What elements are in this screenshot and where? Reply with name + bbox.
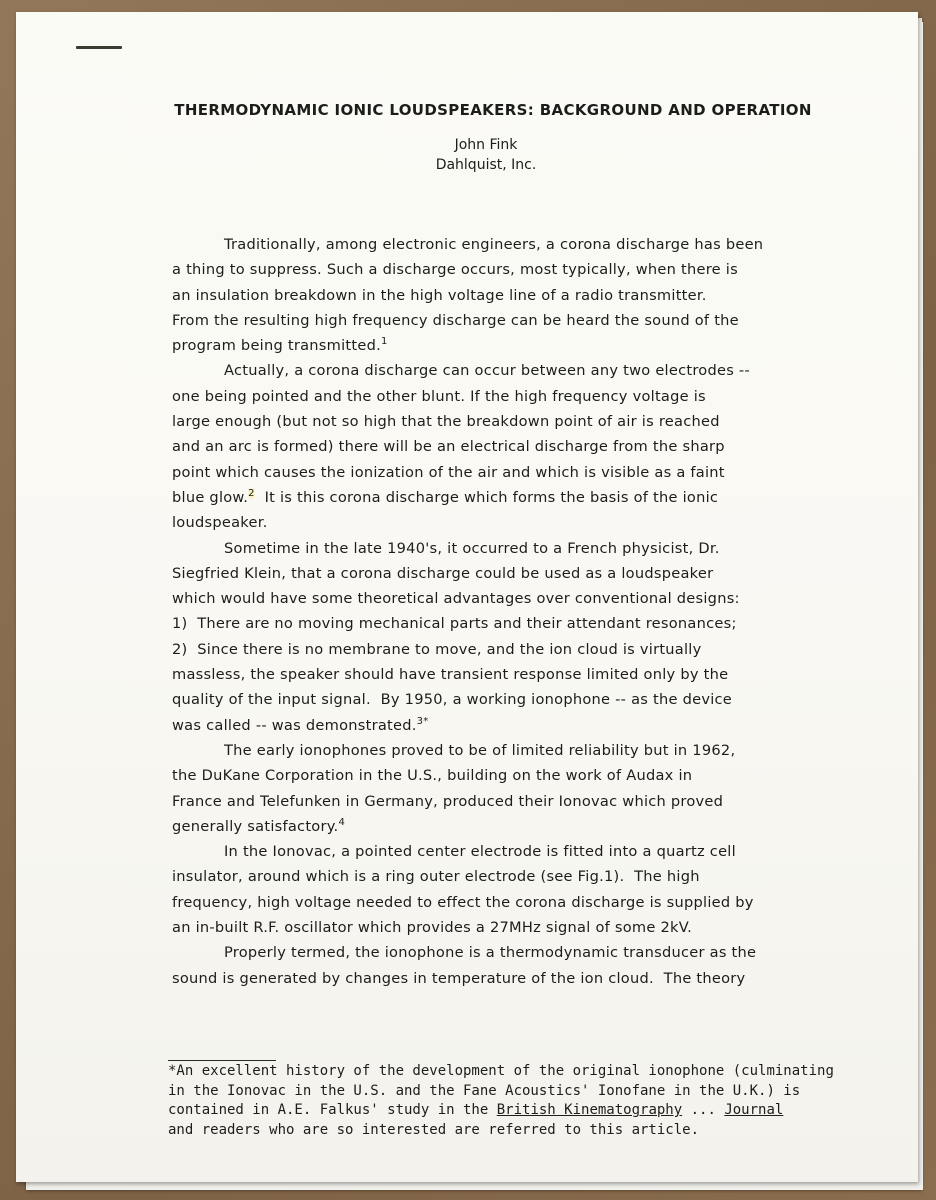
body-line: an insulation breakdown in the high voltage line of a radio transmitter.	[172, 286, 707, 304]
footnote-line: *An excellent history of the development of the original ionophone (culminating	[168, 1063, 834, 1079]
author-name: John Fink	[454, 137, 518, 153]
document-title: THERMODYNAMIC IONIC LOUDSPEAKERS: BACKGROUND AND OPERATION	[174, 101, 812, 119]
body-line: Siegfried Klein, that a corona discharge could be used as a loudspeaker	[172, 564, 714, 582]
body-line: loudspeaker.	[172, 514, 268, 532]
footnote-line: contained in A.E. Falkus' study in the British Kinematography ... Journal	[168, 1102, 784, 1118]
footnote-ref-1: 1	[381, 336, 388, 348]
body-line: Sometime in the late 1940's, it occurred to a French physicist, Dr.	[224, 539, 720, 557]
body-line: a thing to suppress. Such a discharge occurs, most typically, when there is	[172, 261, 738, 279]
body-line: The early ionophones proved to be of limited reliability but in 1962,	[224, 741, 736, 759]
footnote-line: and readers who are so interested are referred to this article.	[168, 1121, 700, 1138]
footnote-ref-2: 2	[248, 487, 255, 499]
body-line: 2) Since there is no membrane to move, and the ion cloud is virtually	[172, 640, 702, 658]
body-line: sound is generated by changes in temperature of the ion cloud. The theory	[172, 969, 746, 987]
body-line: From the resulting high frequency discharge can be heard the sound of the	[172, 311, 739, 329]
body-line: which would have some theoretical advantages over conventional designs:	[172, 590, 740, 608]
body-line: massless, the speaker should have transient response limited only by the	[172, 666, 729, 684]
body-line: large enough (but not so high that the breakdown point of air is reached	[172, 413, 720, 431]
body-line: one being pointed and the other blunt. If the high frequency voltage is	[172, 387, 706, 405]
body-line: was called -- was demonstrated.$^{3*}$	[172, 715, 429, 734]
body-line: France and Telefunken in Germany, produced their Ionovac which proved	[172, 792, 724, 810]
body-line: generally satisfactory.$^4$	[172, 816, 346, 835]
body-line: 1) There are no moving mechanical parts and their attendant resonances;	[172, 615, 737, 633]
body-line: quality of the input signal. By 1950, a working ionophone -- as the device	[172, 691, 733, 709]
footnote-rule	[168, 1060, 276, 1061]
footnote-ref-3: 3*	[416, 715, 429, 727]
body-line: In the Ionovac, a pointed center electrode is fitted into a quartz cell	[224, 843, 736, 861]
journal-title: British Kinematography	[496, 1102, 683, 1118]
journal-title-suffix: Journal	[724, 1102, 784, 1118]
footnote	[168, 1062, 834, 1140]
body-line: blue glow.$^2$ It is this corona discharge which forms the basis of the ionic	[172, 487, 719, 506]
author-affiliation: Dahlquist, Inc.	[435, 157, 537, 173]
body-line: point which causes the ionization of the air and which is visible as a faint	[172, 463, 725, 481]
footnote-line: in the Ionovac in the U.S. and the Fane Acoustics' Ionofane in the U.K.) is	[168, 1082, 801, 1099]
body-line: the DuKane Corporation in the U.S., building on the work of Audax in	[172, 767, 693, 785]
body-line: Traditionally, among electronic engineers, a corona discharge has been	[224, 236, 764, 253]
body-line: Properly termed, the ionophone is a thermodynamic transducer as the	[224, 944, 757, 962]
staple-mark	[76, 46, 122, 49]
body-line: and an arc is formed) there will be an electrical discharge from the sharp	[172, 438, 725, 456]
body-line: Actually, a corona discharge can occur between any two electrodes --	[224, 362, 750, 380]
body-line: an in-built R.F. oscillator which provides a 27MHz signal of some 2kV.	[172, 919, 692, 937]
body-text	[172, 232, 794, 991]
body-line: program being transmitted.$^1$	[172, 336, 388, 355]
footnote-ref-4: 4	[338, 816, 346, 828]
body-line: frequency, high voltage needed to effect the corona discharge is supplied by	[172, 893, 754, 911]
body-line: insulator, around which is a ring outer electrode (see Fig.1). The high	[172, 868, 700, 886]
